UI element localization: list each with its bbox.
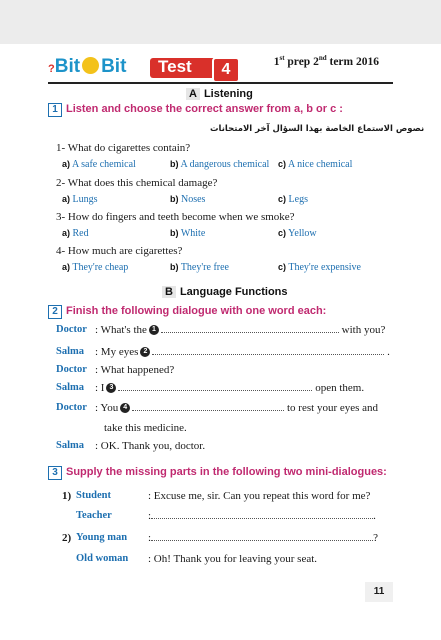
option-a: [62, 159, 136, 170]
logo-circle-icon: [82, 57, 99, 74]
mini-number: 1): [62, 490, 72, 502]
mini-speaker: Young man: [76, 532, 128, 543]
mini-end: .: [373, 510, 376, 522]
section-b-title: B Language Functions: [162, 286, 288, 298]
test-word: Test: [158, 57, 192, 76]
dialogue-text: : OK. Thank you, doctor.: [95, 440, 206, 452]
mini-line: [148, 510, 376, 522]
dialogue-speaker: Salma: [56, 346, 85, 357]
mini-end: ?: [373, 532, 378, 544]
dialogue-text: : My eyes: [95, 346, 139, 358]
blank-number-badge: 4: [120, 403, 130, 413]
bitbit-logo: ?Bit Bit: [48, 56, 127, 77]
option-text: They're cheap: [72, 262, 129, 273]
dialogue-text: : You: [95, 402, 119, 414]
option-letter: a): [62, 159, 71, 169]
section-a-title: A Listening: [186, 88, 253, 100]
dialogue-speaker: Doctor: [56, 324, 87, 335]
page-number: 11: [365, 582, 393, 602]
test-number: 4: [212, 57, 240, 83]
question-3-heading: 3 Supply the missing parts in the following two mini-dialogues:: [48, 466, 387, 480]
mini-number: 2): [62, 532, 72, 544]
mini-speaker: Teacher: [76, 510, 112, 521]
dialogue-line: [104, 422, 187, 434]
option-letter: b): [170, 194, 179, 204]
option-a: [62, 228, 89, 239]
option-c: [278, 194, 308, 205]
option-letter: c): [278, 159, 287, 169]
answer-blank: [161, 324, 339, 333]
dialogue-speaker: Doctor: [56, 364, 87, 375]
option-letter: c): [278, 228, 287, 238]
answer-blank: [118, 382, 312, 391]
answer-blank: [132, 402, 284, 411]
arabic-note: نصوص الاستماع الخاصة بهذا السؤال آخر الامتحانات: [210, 124, 425, 134]
grade-term: 1st prep 2nd term 2016: [273, 54, 379, 68]
option-text: A safe chemical: [71, 159, 136, 170]
question-text: 3- How do fingers and teeth become when we smoke?: [56, 211, 295, 223]
option-b: [170, 159, 269, 170]
option-letter: a): [62, 262, 71, 272]
option-c: [278, 262, 361, 273]
option-text: Yellow: [288, 228, 317, 239]
option-letter: a): [62, 228, 71, 238]
dialogue-text: : What's the: [95, 324, 147, 336]
question-text: 1- What do cigarettes contain?: [56, 142, 191, 154]
blank-number-badge: 3: [106, 383, 116, 393]
mini-text: :: [148, 532, 152, 544]
top-bar: [0, 0, 441, 44]
mini-speaker: Student: [76, 490, 112, 501]
option-c: [278, 159, 352, 170]
dialogue-speaker: Salma: [56, 440, 85, 451]
blank-number-badge: 2: [140, 347, 150, 357]
dialogue-text: : I: [95, 382, 105, 394]
dialogue-line: [95, 364, 174, 376]
option-b: [170, 262, 229, 273]
mini-line: [148, 553, 317, 565]
option-letter: c): [278, 262, 287, 272]
answer-blank: [151, 510, 373, 519]
option-text: Legs: [288, 194, 308, 205]
question-text: 4- How much are cigarettes?: [56, 245, 183, 257]
dialogue-text: : What happened?: [95, 364, 175, 376]
option-a: [62, 194, 98, 205]
dialogue-speaker: Salma: [56, 382, 85, 393]
dialogue-text-end: with you?: [341, 324, 386, 336]
mini-speaker: Old woman: [76, 553, 129, 564]
option-text: Lungs: [72, 194, 98, 205]
option-letter: c): [278, 194, 287, 204]
option-text: White: [180, 228, 206, 239]
question-1-heading: 1 Listen and choose the correct answer from a, b or c :: [48, 103, 343, 117]
mini-text: :: [148, 510, 152, 522]
answer-blank: [151, 532, 373, 541]
dialogue-line: [95, 324, 385, 336]
option-c: [278, 228, 317, 239]
dialogue-text: take this medicine.: [104, 422, 187, 434]
mini-text: : Excuse me, sir. Can you repeat this word for me?: [148, 490, 371, 502]
option-letter: b): [170, 159, 179, 169]
option-letter: b): [170, 262, 179, 272]
option-b: [170, 194, 205, 205]
dialogue-text-end: to rest your eyes and: [287, 402, 379, 414]
dialogue-line: [95, 346, 390, 358]
option-b: [170, 228, 205, 239]
answer-blank: [152, 346, 384, 355]
option-text: Noses: [181, 194, 206, 205]
mini-text: : Oh! Thank you for leaving your seat.: [148, 553, 318, 565]
option-text: They're free: [180, 262, 229, 273]
question-text: 2- What does this chemical damage?: [56, 177, 218, 189]
mini-line: [148, 532, 378, 544]
option-text: A nice chemical: [287, 159, 353, 170]
option-text: They're expensive: [288, 262, 361, 273]
mini-line: [148, 490, 370, 502]
dialogue-line: [95, 382, 364, 394]
dialogue-text-end: open them.: [315, 382, 365, 394]
option-letter: a): [62, 194, 71, 204]
header-divider: [48, 82, 393, 84]
dialogue-text-end: .: [387, 346, 390, 358]
dialogue-speaker: Doctor: [56, 402, 87, 413]
dialogue-line: [95, 440, 205, 452]
blank-number-badge: 1: [149, 325, 159, 335]
dialogue-line: [95, 402, 378, 414]
option-text: Red: [72, 228, 89, 239]
option-a: [62, 262, 128, 273]
option-letter: b): [170, 228, 179, 238]
question-2-heading: 2 Finish the following dialogue with one word each:: [48, 305, 326, 319]
option-text: A dangerous chemical: [180, 159, 270, 170]
